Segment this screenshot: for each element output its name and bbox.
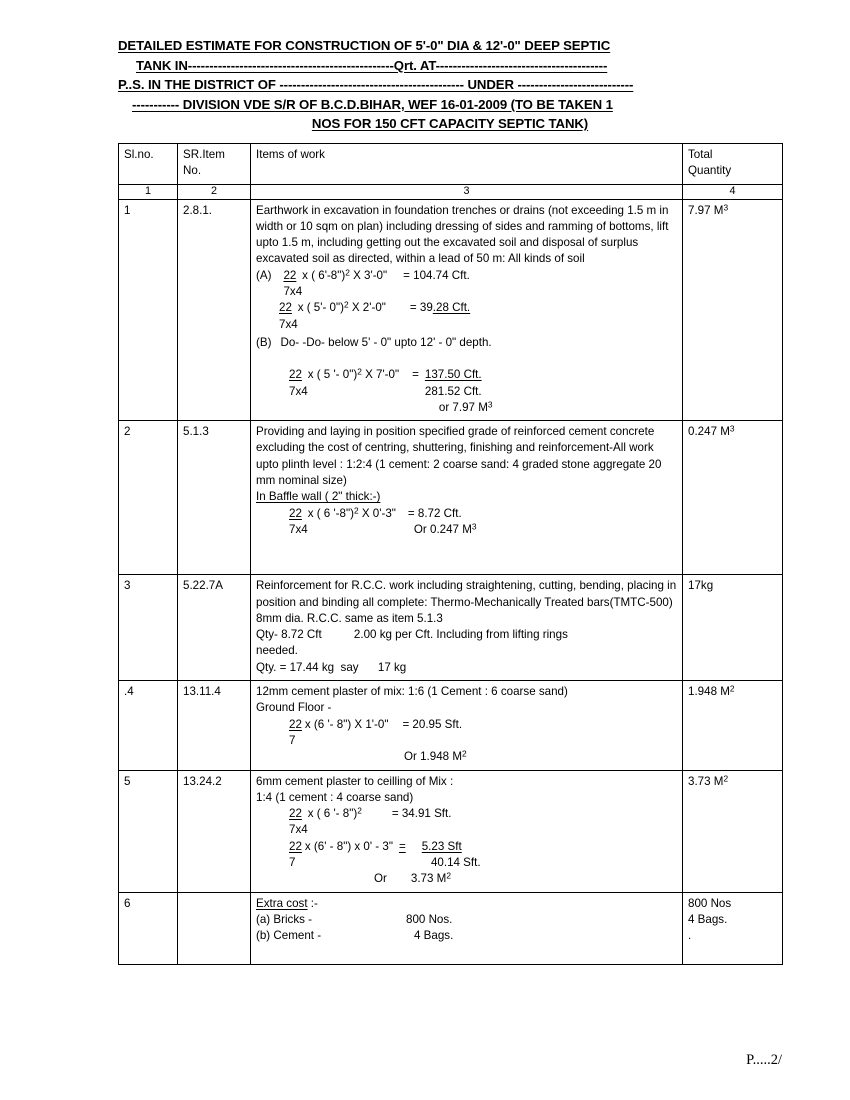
row6-heading-underlined: Extra cost	[256, 896, 308, 910]
row1-qty-sup: 3	[723, 201, 729, 212]
row6-spacer	[256, 944, 677, 960]
row1-calc-c-result2: 281.52 Cft.	[424, 384, 482, 398]
row5-calc-b-result-row1	[399, 839, 481, 855]
header-cell-total-quantity	[683, 144, 783, 185]
row4-description	[251, 681, 683, 770]
row6-item-b-label: (b) Cement -	[256, 929, 322, 943]
row2-sr-item-text: 5.1.3	[183, 425, 209, 439]
table-row	[119, 199, 783, 421]
header-cell-sr-item-no	[178, 144, 251, 185]
row1-calc-a-label: (A)	[256, 268, 272, 282]
row1-qty-text: 7.97 M	[688, 203, 724, 217]
row5-calc-b-denominator: 7	[289, 855, 296, 869]
title-line-5	[118, 114, 782, 134]
row3-line-2: needed.	[256, 644, 298, 658]
row5-calc-a-fraction	[286, 806, 308, 839]
row4-qty-sup: 2	[729, 683, 735, 694]
header-sr-item-line2: No.	[183, 164, 202, 178]
row1-calc-c	[256, 367, 677, 416]
table-row	[119, 892, 783, 965]
row1-calc-b-result-underlined: .28 Cft.	[432, 301, 471, 315]
row3-line-3: Qty. = 17.44 kg say 17 kg	[256, 660, 407, 674]
row6-item-b-value: 4 Bags.	[414, 929, 454, 943]
row5-desc-line2: 1:4 (1 cement : 4 coarse sand)	[256, 790, 414, 804]
row2-calc-expression	[308, 506, 408, 522]
row3-description	[251, 575, 683, 681]
row1-calc-c-expr-pre: x ( 5 '- 0")	[307, 368, 358, 382]
row5-calc-b-numerator: 22	[289, 839, 302, 853]
row2-desc-paragraph: Providing and laying in position specified grade of reinforced cement concrete excluding the cost of centring, shuttering, finishing and reinforcement-All work upto plinth level : 1:2:4 (1 cement: 2 coarse sand: 4 graded stone aggregate 20 mm nominal size)	[256, 425, 662, 488]
row1-sr-item-text: 2.8.1.	[183, 203, 213, 217]
title-line-1	[118, 36, 782, 56]
row5-calc-b-results	[399, 839, 481, 872]
row1-calc-a-result: = 104.74 Cft.	[403, 268, 470, 282]
title-line-5-text: NOS FOR 150 CFT CAPACITY SEPTIC TANK)	[311, 116, 589, 131]
detailed-estimate-table	[118, 143, 783, 965]
row1-spacer	[256, 351, 677, 367]
row1-sr-item-no	[178, 199, 251, 421]
row6-qty-line2: 4 Bags.	[688, 912, 728, 926]
row5-calc-a-numerator: 22	[289, 807, 302, 821]
row4-calc-numerator: 22	[289, 717, 302, 731]
row5-calc-b-equals: =	[398, 839, 406, 853]
row1-sl-no	[119, 199, 178, 421]
row5-desc-line1: 6mm cement plaster to ceilling of Mix :	[256, 774, 454, 788]
row1-calc-b-expr-pre: x ( 5'- 0")	[297, 301, 344, 315]
row5-calc-b-fraction	[286, 839, 305, 872]
row1-calc-c-denominator: 7x4	[289, 384, 308, 398]
row1-calc-c-result1: 137.50 Cft.	[424, 368, 482, 382]
row1-calc-b-denominator: 7x4	[279, 317, 298, 331]
row6-item-a-value: 800 Nos.	[406, 912, 453, 926]
document-title	[118, 36, 782, 134]
row2-spacer-1	[256, 538, 677, 554]
row4-subline: Ground Floor -	[256, 701, 332, 715]
row4-calc-result2	[256, 749, 677, 765]
row6-sr-item-no	[178, 892, 251, 965]
row2-sl-no	[119, 421, 178, 575]
row1-section-b	[256, 333, 677, 351]
row5-sl-no	[119, 770, 178, 892]
row5-calc-b-result1: 5.23 Sft	[421, 839, 462, 853]
row4-calc-expression	[305, 717, 462, 733]
row1-desc-paragraph: Earthwork in excavation in foundation trenches or drains (not exceeding 1.5 m in width or 10 sqm on plan) including dressing of sides and ramming of bottoms, lift upto 1.5 m, including getting out the excavated soil and disposal of surplus excavated soil as directed, within a lead of 50 m: All kinds of soil	[256, 203, 669, 266]
row5-calc-a-expression	[308, 806, 452, 822]
row5-qty-text: 3.73 M	[688, 774, 724, 788]
row5-calc-a-expr-pre: x ( 6 '- 8")	[307, 807, 358, 821]
row1-calc-c-results	[425, 367, 493, 416]
row1-calc-a-numerator: 22	[283, 268, 297, 282]
row4-calc-fraction	[286, 717, 305, 750]
title-line-4	[118, 95, 782, 115]
row6-sl-no	[119, 892, 178, 965]
row3-sr-item-text: 5.22.7A	[183, 579, 223, 593]
page-footer-text: P.....2/	[746, 1052, 782, 1068]
row1-section-b-label: (B)	[256, 335, 272, 349]
title-line-4-text: ----------- DIVISION VDE S/R OF B.C.D.BIHAR, WEF 16-01-2009 (TO BE TAKEN 1	[132, 96, 613, 112]
table-row	[119, 681, 783, 770]
row1-calc-b-expression	[298, 300, 470, 316]
row1-calc-c-expression	[308, 367, 425, 383]
row6-item-a-label: (a) Bricks -	[256, 912, 313, 926]
row1-calc-b-fraction	[276, 300, 298, 333]
row1-calc-c-numerator: 22	[289, 368, 302, 382]
row5-calc-b-result2: 40.14 Sft.	[430, 855, 481, 869]
row5-total-quantity	[683, 770, 783, 892]
row3-sr-item-no	[178, 575, 251, 681]
row2-calc-result2-pre: Or 0.247 M	[413, 522, 472, 536]
colnum-3-text: 3	[463, 184, 470, 197]
row2-calc-result2	[408, 522, 477, 538]
row2-qty-text: 0.247 M	[688, 425, 730, 439]
row2-sr-item-no	[178, 421, 251, 575]
row5-sl-no-text: 5	[124, 774, 131, 788]
row3-line-1: Qty- 8.72 Cft 2.00 kg per Cft. Including from lifting rings	[256, 628, 568, 642]
row5-description	[251, 770, 683, 892]
header-items-text: Items of work	[256, 148, 325, 161]
colnum-2-text: 2	[210, 184, 217, 197]
colnum-1	[119, 184, 178, 199]
row4-calc-expr: x (6 '- 8") X 1'-0"	[304, 717, 389, 731]
row5-calc-b-result3-sup: 2	[446, 870, 451, 881]
row2-calc-result2-sup: 3	[471, 521, 477, 532]
table-row	[119, 421, 783, 575]
colnum-4-text: 4	[729, 184, 736, 197]
row2-calc	[256, 506, 677, 539]
row5-calc-b-final	[256, 871, 677, 887]
row6-heading	[256, 896, 677, 912]
row4-sl-no	[119, 681, 178, 770]
row4-sr-item-text: 13.11.4	[183, 685, 221, 699]
header-cell-items-of-work	[251, 144, 683, 185]
row6-qty-line3: .	[688, 929, 692, 943]
colnum-4	[683, 184, 783, 199]
row3-sl-no-text: 3	[124, 579, 131, 593]
row6-qty-line1: 800 Nos	[688, 896, 732, 910]
row4-calc	[256, 717, 677, 750]
row1-calc-c-result3-pre: or 7.97 M	[438, 400, 488, 414]
row2-subheading: In Baffle wall ( 2" thick:-)	[256, 490, 381, 504]
row2-calc-result1: = 8.72 Cft.	[407, 506, 462, 520]
row5-calc-b-result3-pre: 3.73 M	[410, 872, 447, 886]
row4-calc-result2-pre: Or 1.948 M	[404, 750, 462, 764]
row5-calc-b-expression	[305, 839, 399, 855]
row1-sl-no-text: 1	[124, 203, 131, 217]
row1-description	[251, 199, 683, 421]
row5-calc-a-denominator: 7x4	[289, 823, 308, 837]
colnum-1-text: 1	[144, 184, 151, 197]
title-line-3-text: P..S. IN THE DISTRICT OF ------------------------------------------- UNDER ---------------------------	[118, 77, 634, 92]
row1-calc-c-fraction	[286, 367, 308, 400]
row3-sl-no	[119, 575, 178, 681]
row1-section-b-text: Do- -Do- below 5' - 0" upto 12' - 0" depth.	[280, 335, 492, 349]
title-line-3	[118, 75, 782, 95]
row5-calc-a	[256, 806, 677, 839]
row2-calc-expr-post: X 0'-3"	[358, 506, 396, 520]
row1-calc-a-expr-sup: 2	[345, 267, 350, 278]
row1-calc-b	[256, 300, 677, 333]
row5-calc-b-expr: x (6' - 8") x 0' - 3"	[304, 839, 393, 853]
colnum-2	[178, 184, 251, 199]
row1-calc-b-result-plain: = 39	[409, 301, 433, 315]
row5-calc-b	[256, 839, 677, 872]
row4-calc-denominator: 7	[289, 733, 296, 747]
row2-calc-fraction	[286, 506, 308, 539]
row4-sr-item-no	[178, 681, 251, 770]
row5-sr-item-no	[178, 770, 251, 892]
row6-total-quantity	[683, 892, 783, 965]
row6-item-a	[256, 912, 677, 928]
title-line-2	[118, 56, 782, 76]
page-footer	[0, 1052, 782, 1069]
row1-calc-a-expr-pre: x ( 6'-8")	[302, 268, 346, 282]
row3-qty-text: 17kg	[688, 579, 714, 593]
header-sl-no-text: Sl.no.	[124, 148, 154, 161]
row1-calc-c-result3-sup: 3	[487, 399, 493, 410]
row1-calc-a-fraction	[280, 268, 302, 301]
row5-calc-b-or: Or	[374, 872, 387, 886]
row4-sl-no-text: .4	[124, 685, 134, 699]
table-row	[119, 575, 783, 681]
row1-calc-c-result3	[425, 400, 493, 416]
row6-heading-rest: :-	[307, 896, 318, 910]
row2-qty-sup: 3	[729, 423, 735, 434]
table-row	[119, 770, 783, 892]
header-sr-item-line1: SR.Item	[183, 148, 225, 161]
row4-calc-result2-sup: 2	[462, 748, 467, 759]
header-qty-line1: Total	[688, 148, 713, 161]
row2-calc-expr-pre: x ( 6 '-8")	[307, 506, 354, 520]
row1-calc-b-expr-post: X 2'-0"	[348, 301, 386, 315]
title-line-2-text: TANK IN------------------------------------------------Qrt. AT----------------------------------------	[136, 57, 608, 73]
row3-total-quantity	[683, 575, 783, 681]
row6-sl-no-text: 6	[124, 896, 131, 910]
row1-calc-c-expr-sup: 2	[357, 366, 362, 377]
row2-calc-numerator: 22	[289, 506, 302, 520]
row2-total-quantity	[683, 421, 783, 575]
row2-spacer-2	[256, 554, 677, 570]
row1-calc-b-numerator: 22	[279, 301, 292, 315]
row1-calc-a-expression	[302, 268, 470, 284]
row2-calc-denominator: 7x4	[289, 522, 308, 536]
row5-calc-a-result: = 34.91 Sft.	[391, 807, 452, 821]
colnum-3	[251, 184, 683, 199]
table-column-number-row	[119, 184, 783, 199]
row4-total-quantity	[683, 681, 783, 770]
row2-calc-expr-sup: 2	[353, 504, 359, 515]
row1-calc-a-expr-post: X 3'-0"	[349, 268, 388, 282]
row1-calc-a	[256, 268, 677, 301]
row3-desc-paragraph: Reinforcement for R.C.C. work including straightening, cutting, bending, placing in position and binding all complete: Thermo-Mechanically Treated bars(TMTC-500) 8mm dia. R.C.C. same as item 5.1.3	[256, 579, 677, 625]
row2-sl-no-text: 2	[124, 425, 131, 439]
title-line-1-text: DETAILED ESTIMATE FOR CONSTRUCTION OF 5'-0" DIA & 12'-0" DEEP SEPTIC	[118, 38, 611, 53]
row5-qty-sup: 2	[723, 772, 729, 783]
row1-calc-c-expr-post: X 7'-0"	[361, 368, 400, 382]
row1-calc-a-denominator: 7x4	[283, 285, 303, 299]
header-qty-line2: Quantity	[688, 164, 732, 178]
row4-qty-text: 1.948 M	[688, 685, 730, 699]
row6-description	[251, 892, 683, 965]
row2-calc-results	[408, 506, 477, 539]
row1-total-quantity	[683, 199, 783, 421]
row2-description	[251, 421, 683, 575]
row4-calc-result1: = 20.95 Sft.	[402, 717, 463, 731]
row5-calc-a-expr-sup: 2	[357, 805, 362, 816]
table-header-row	[119, 144, 783, 185]
row1-calc-b-expr-sup: 2	[343, 299, 349, 310]
row4-desc-paragraph: 12mm cement plaster of mix: 1:6 (1 Cement : 6 coarse sand)	[256, 685, 568, 699]
row6-item-b	[256, 928, 677, 944]
row1-calc-c-equals: =	[412, 368, 419, 382]
header-cell-sl-no	[119, 144, 178, 185]
row5-sr-item-text: 13.24.2	[183, 774, 222, 788]
